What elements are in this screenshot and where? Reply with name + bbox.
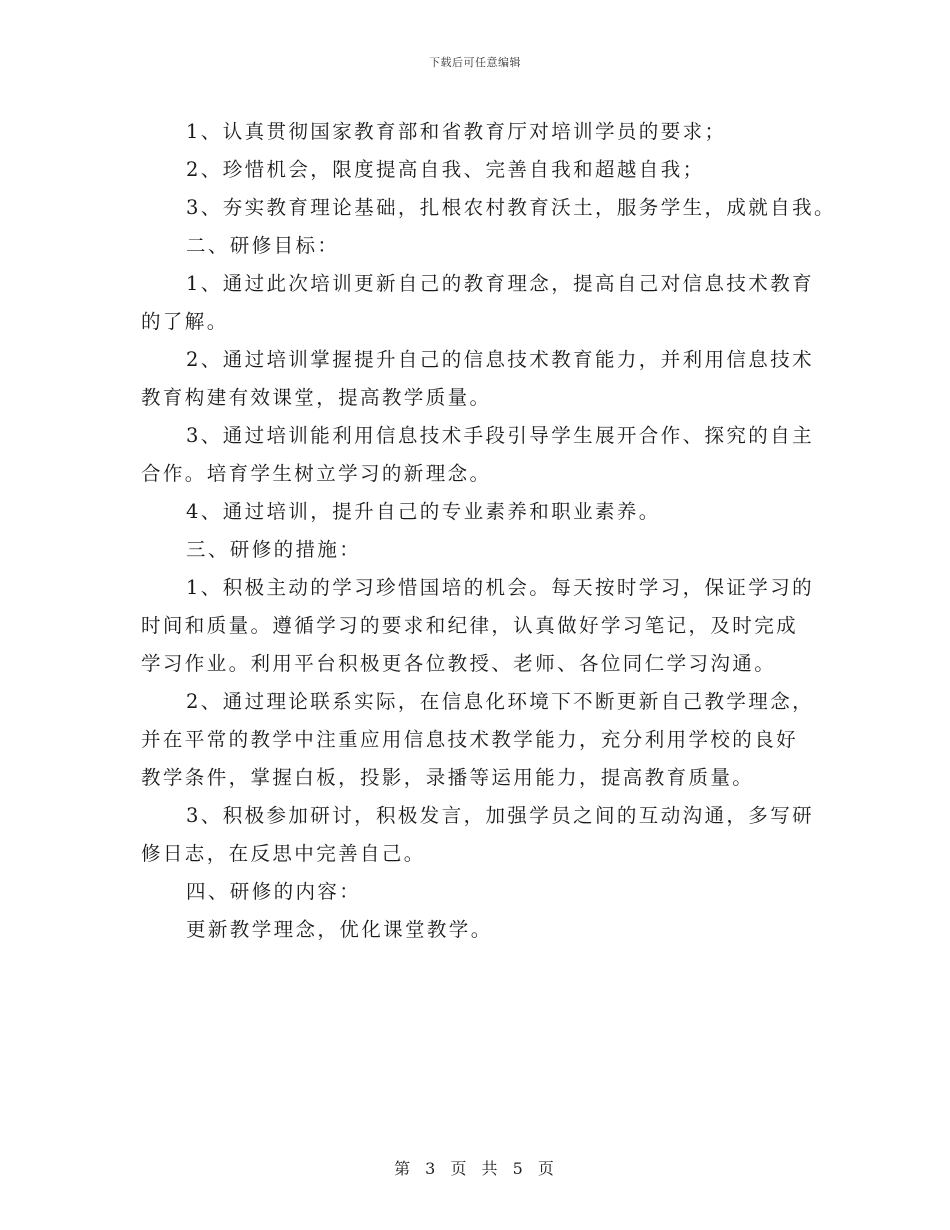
body-line: 更新教学理念，优化课堂教学。	[186, 918, 493, 941]
body-line: 教育构建有效课堂，提高教学质量。	[141, 386, 492, 409]
body-line: 2、通过培训掌握提升自己的信息技术教育能力，并利用信息技术	[186, 348, 815, 371]
section-heading: 三、研修的措施：	[186, 538, 362, 561]
page-footer: 第 3 页 共 5 页	[394, 1159, 556, 1178]
body-line: 学习作业。利用平台积极更各位教授、老师、各位同仁学习沟通。	[141, 652, 777, 675]
body-line: 3、夯实教育理论基础，扎根农村教育沃土，服务学生，成就自我。	[186, 196, 836, 219]
document-body	[141, 113, 836, 949]
body-line: 1、积极主动的学习珍惜国培的机会。每天按时学习，保证学习的	[186, 576, 815, 599]
body-line: 2、通过理论联系实际，在信息化环境下不断更新自己教学理念，	[186, 690, 815, 713]
body-line: 的了解。	[141, 310, 229, 333]
body-line: 合作。培育学生树立学习的新理念。	[141, 462, 492, 485]
body-line: 并在平常的教学中注重应用信息技术教学能力，充分利用学校的良好	[141, 728, 799, 751]
body-line: 2、珍惜机会，限度提高自我、完善自我和超越自我；	[186, 158, 705, 181]
section-heading: 二、研修目标：	[186, 234, 340, 257]
body-line: 1、认真贯彻国家教育部和省教育厅对培训学员的要求；	[186, 120, 727, 143]
page-header: 下载后可任意编辑	[429, 56, 521, 69]
body-line: 教学条件，掌握白板，投影，录播等运用能力，提高教育质量。	[141, 766, 755, 789]
body-line: 3、积极参加研讨，积极发言，加强学员之间的互动沟通，多写研	[186, 804, 815, 827]
body-line: 1、通过此次培训更新自己的教育理念，提高自己对信息技术教育	[186, 272, 815, 295]
body-line: 4、通过培训，提升自己的专业素养和职业素养。	[186, 500, 661, 523]
body-line: 时间和质量。遵循学习的要求和纪律，认真做好学习笔记，及时完成	[141, 614, 799, 637]
section-heading: 四、研修的内容：	[186, 880, 362, 903]
body-line: 3、通过培训能利用信息技术手段引导学生展开合作、探究的自主	[186, 424, 815, 447]
body-line: 修日志，在反思中完善自己。	[141, 842, 426, 865]
